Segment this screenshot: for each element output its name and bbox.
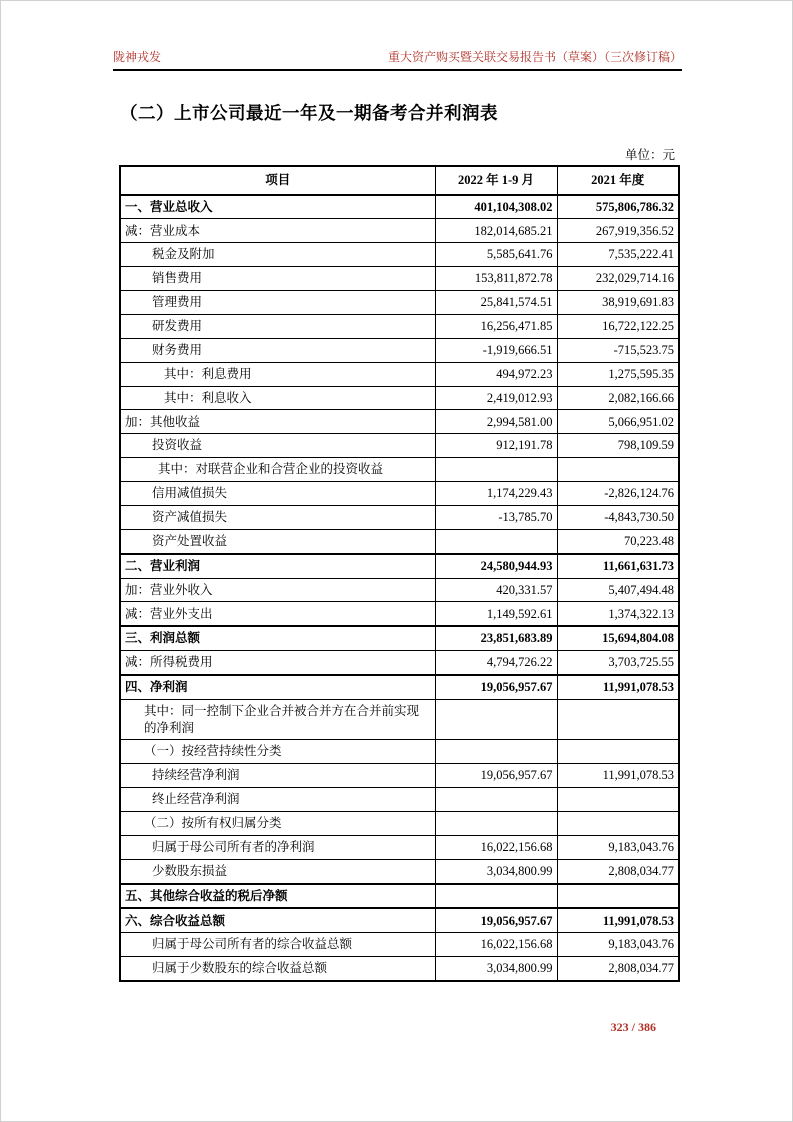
value-2022-jan-sep: 19,056,957.67 xyxy=(435,675,557,699)
value-2022-jan-sep: 16,022,156.68 xyxy=(435,835,557,859)
value-2021: 267,919,356.52 xyxy=(557,219,679,243)
row-label: 减：营业成本 xyxy=(120,219,435,243)
table-row xyxy=(120,195,679,219)
value-2022-jan-sep: 420,331.57 xyxy=(435,578,557,602)
value-2021: 70,223.48 xyxy=(557,529,679,553)
table-row xyxy=(120,602,679,626)
row-label: （一）按经营持续性分类 xyxy=(120,740,435,764)
value-2021: 15,694,804.08 xyxy=(557,626,679,650)
table-row xyxy=(120,338,679,362)
value-2021: 16,722,122.25 xyxy=(557,314,679,338)
value-2021: 2,082,166.66 xyxy=(557,386,679,410)
value-2022-jan-sep: 19,056,957.67 xyxy=(435,908,557,932)
value-2022-jan-sep: 16,256,471.85 xyxy=(435,314,557,338)
value-2021: -715,523.75 xyxy=(557,338,679,362)
row-label: 减：营业外支出 xyxy=(120,602,435,626)
value-2022-jan-sep: 3,034,800.99 xyxy=(435,957,557,981)
value-2021: 798,109.59 xyxy=(557,434,679,458)
table-row xyxy=(120,362,679,386)
column-header-2022: 2022 年 1-9 月 xyxy=(435,166,557,195)
value-2022-jan-sep: 24,580,944.93 xyxy=(435,554,557,578)
table-row xyxy=(120,811,679,835)
table-row xyxy=(120,578,679,602)
row-label: 其中：对联营企业和合营企业的投资收益 xyxy=(120,458,435,482)
table-row xyxy=(120,957,679,981)
table-row xyxy=(120,764,679,788)
table-row xyxy=(120,410,679,434)
value-2021: -2,826,124.76 xyxy=(557,482,679,506)
value-2021: 9,183,043.76 xyxy=(557,835,679,859)
value-2022-jan-sep: 25,841,574.51 xyxy=(435,291,557,315)
value-2022-jan-sep xyxy=(435,788,557,812)
table-row xyxy=(120,386,679,410)
table-row xyxy=(120,554,679,578)
row-label: 持续经营净利润 xyxy=(120,764,435,788)
table-row xyxy=(120,267,679,291)
row-label: 归属于少数股东的综合收益总额 xyxy=(120,957,435,981)
value-2021: 11,661,631.73 xyxy=(557,554,679,578)
row-label: 资产减值损失 xyxy=(120,505,435,529)
pro-forma-income-statement-table xyxy=(119,165,680,982)
page-header xyxy=(113,48,682,71)
table-row xyxy=(120,884,679,909)
table-row xyxy=(120,505,679,529)
value-2021 xyxy=(557,458,679,482)
value-2021: 3,703,725.55 xyxy=(557,651,679,675)
table-row xyxy=(120,529,679,553)
table-header-row xyxy=(120,166,679,195)
value-2021 xyxy=(557,884,679,909)
row-label: 资产处置收益 xyxy=(120,529,435,553)
table-row xyxy=(120,699,679,739)
table-row xyxy=(120,675,679,699)
row-label: 少数股东损益 xyxy=(120,859,435,883)
value-2022-jan-sep: 912,191.78 xyxy=(435,434,557,458)
row-label: 归属于母公司所有者的净利润 xyxy=(120,835,435,859)
table-row xyxy=(120,651,679,675)
header-company-name: 陇神戎发 xyxy=(113,50,162,64)
row-label: 六、综合收益总额 xyxy=(120,908,435,932)
value-2022-jan-sep: -13,785.70 xyxy=(435,505,557,529)
value-2021: 9,183,043.76 xyxy=(557,933,679,957)
value-2021: 1,275,595.35 xyxy=(557,362,679,386)
row-label: 三、利润总额 xyxy=(120,626,435,650)
table-row xyxy=(120,933,679,957)
value-2021 xyxy=(557,811,679,835)
table-row xyxy=(120,482,679,506)
value-2022-jan-sep: 153,811,872.78 xyxy=(435,267,557,291)
value-2021: 2,808,034.77 xyxy=(557,957,679,981)
table-row xyxy=(120,859,679,883)
row-label: 财务费用 xyxy=(120,338,435,362)
value-2022-jan-sep: 23,851,683.89 xyxy=(435,626,557,650)
value-2022-jan-sep: 182,014,685.21 xyxy=(435,219,557,243)
table-row xyxy=(120,458,679,482)
value-2022-jan-sep: -1,919,666.51 xyxy=(435,338,557,362)
value-2022-jan-sep: 3,034,800.99 xyxy=(435,859,557,883)
value-2021: 11,991,078.53 xyxy=(557,675,679,699)
table-row xyxy=(120,291,679,315)
value-2022-jan-sep: 494,972.23 xyxy=(435,362,557,386)
value-2021: 1,374,322.13 xyxy=(557,602,679,626)
row-label: 信用减值损失 xyxy=(120,482,435,506)
table-row xyxy=(120,788,679,812)
value-2021: 5,407,494.48 xyxy=(557,578,679,602)
value-2022-jan-sep xyxy=(435,811,557,835)
value-2021: 38,919,691.83 xyxy=(557,291,679,315)
value-2022-jan-sep xyxy=(435,884,557,909)
value-2021: 11,991,078.53 xyxy=(557,908,679,932)
table-row xyxy=(120,434,679,458)
value-2021 xyxy=(557,740,679,764)
value-2021 xyxy=(557,788,679,812)
section-title: （二）上市公司最近一年及一期备考合并利润表 xyxy=(120,103,498,123)
row-label: 加：营业外收入 xyxy=(120,578,435,602)
row-label: 四、净利润 xyxy=(120,675,435,699)
table-row xyxy=(120,314,679,338)
table-row xyxy=(120,835,679,859)
row-label: 研发费用 xyxy=(120,314,435,338)
row-label: 税金及附加 xyxy=(120,243,435,267)
row-label: 其中：同一控制下企业合并被合并方在合并前实现的净利润 xyxy=(120,699,435,739)
table-row xyxy=(120,243,679,267)
row-label: 销售费用 xyxy=(120,267,435,291)
value-2022-jan-sep: 401,104,308.02 xyxy=(435,195,557,219)
value-2021: 575,806,786.32 xyxy=(557,195,679,219)
value-2022-jan-sep: 5,585,641.76 xyxy=(435,243,557,267)
row-label: 其中：利息收入 xyxy=(120,386,435,410)
row-label: 其中：利息费用 xyxy=(120,362,435,386)
row-label: 加：其他收益 xyxy=(120,410,435,434)
row-label: 管理费用 xyxy=(120,291,435,315)
row-label: 五、其他综合收益的税后净额 xyxy=(120,884,435,909)
row-label: 二、营业利润 xyxy=(120,554,435,578)
value-2021 xyxy=(557,699,679,739)
value-2022-jan-sep xyxy=(435,529,557,553)
row-label: 终止经营净利润 xyxy=(120,788,435,812)
table-row xyxy=(120,219,679,243)
table-row xyxy=(120,626,679,650)
column-header-item: 项目 xyxy=(120,166,435,195)
row-label: 投资收益 xyxy=(120,434,435,458)
row-label: 减：所得税费用 xyxy=(120,651,435,675)
value-2021: -4,843,730.50 xyxy=(557,505,679,529)
row-label: 归属于母公司所有者的综合收益总额 xyxy=(120,933,435,957)
value-2021: 5,066,951.02 xyxy=(557,410,679,434)
table-row xyxy=(120,908,679,932)
value-2022-jan-sep: 1,174,229.43 xyxy=(435,482,557,506)
row-label: （二）按所有权归属分类 xyxy=(120,811,435,835)
table-row xyxy=(120,740,679,764)
value-2022-jan-sep: 16,022,156.68 xyxy=(435,933,557,957)
value-2021: 11,991,078.53 xyxy=(557,764,679,788)
value-2021: 232,029,714.16 xyxy=(557,267,679,291)
unit-label: 单位：元 xyxy=(624,148,675,162)
header-report-title: 重大资产购买暨关联交易报告书（草案）（三次修订稿） xyxy=(387,50,682,64)
table-body xyxy=(120,195,679,982)
page-number: 323 / 386 xyxy=(610,1020,656,1034)
value-2022-jan-sep: 2,994,581.00 xyxy=(435,410,557,434)
value-2022-jan-sep: 1,149,592.61 xyxy=(435,602,557,626)
value-2022-jan-sep: 2,419,012.93 xyxy=(435,386,557,410)
value-2022-jan-sep xyxy=(435,699,557,739)
value-2022-jan-sep: 19,056,957.67 xyxy=(435,764,557,788)
value-2022-jan-sep xyxy=(435,458,557,482)
column-header-2021: 2021 年度 xyxy=(557,166,679,195)
value-2021: 7,535,222.41 xyxy=(557,243,679,267)
value-2022-jan-sep xyxy=(435,740,557,764)
value-2022-jan-sep: 4,794,726.22 xyxy=(435,651,557,675)
row-label: 一、营业总收入 xyxy=(120,195,435,219)
value-2021: 2,808,034.77 xyxy=(557,859,679,883)
